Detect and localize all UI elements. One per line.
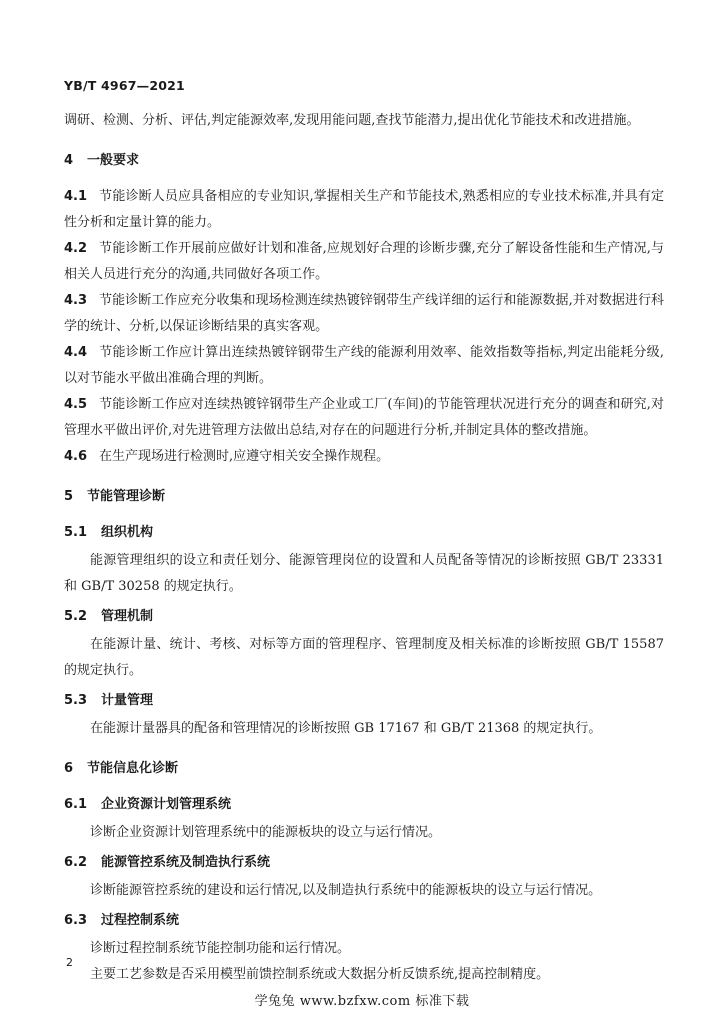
subsection-6-3-text-2: 主要工艺参数是否采用模型前馈控制系统或大数据分析反馈系统,提高控制精度。 [90, 967, 550, 982]
subsection-5-3-text: 在能源计量器具的配备和管理情况的诊断按照 GB 17167 和 GB/T 21368 的规定执行。 [90, 721, 602, 736]
clause-text: 节能诊断人员应具备相应的专业知识,掌握相关生产和节能技术,熟悉相应的专业技术标准,并具有定性分析和定量计算的能力。 [64, 189, 664, 230]
clause-4-6 [64, 444, 664, 470]
clause-number: 4.5 [64, 397, 88, 412]
subsection-6-3-text-1: 诊断过程控制系统节能控制功能和运行情况。 [90, 941, 351, 956]
subsection-number: 5.2 [64, 609, 88, 624]
subsection-title: 能源管控系统及制造执行系统 [101, 855, 271, 870]
section-title: 节能信息化诊断 [87, 761, 179, 776]
clause-text: 在生产现场进行检测时,应遵守相关安全操作规程。 [99, 449, 390, 464]
subsection-5-1-text: 能源管理组织的设立和责任划分、能源管理岗位的设置和人员配备等情况的诊断按照 GB/T 23331 和 GB/T 30258 的规定执行。 [64, 553, 664, 594]
section-title: 一般要求 [87, 153, 140, 168]
clause-4-1 [64, 184, 664, 236]
clause-text: 节能诊断工作开展前应做好计划和准备,应规划好合理的诊断步骤,充分了解设备性能和生产情况,与相关人员进行充分的沟通,共同做好各项工作。 [64, 241, 664, 282]
subsection-number: 6.1 [64, 797, 88, 812]
clause-number: 4.4 [64, 345, 88, 360]
intro-paragraph: 调研、检测、分析、评估,判定能源效率,发现用能问题,查找节能潜力,提出优化节能技术和改进措施。 [64, 113, 640, 128]
standard-code: YB/T 4967—2021 [64, 78, 185, 93]
subsection-number: 6.2 [64, 855, 88, 870]
section-6-heading [64, 756, 664, 782]
section-4-heading [64, 148, 664, 174]
subsection-6-1-heading [64, 792, 664, 818]
section-title: 节能管理诊断 [87, 489, 166, 504]
subsection-title: 计量管理 [101, 693, 154, 708]
subsection-6-1-text: 诊断企业资源计划管理系统中的能源板块的设立与运行情况。 [90, 825, 442, 840]
clause-number: 4.3 [64, 293, 88, 308]
subsection-5-2-heading [64, 604, 664, 630]
subsection-6-2-heading [64, 850, 664, 876]
clause-4-4 [64, 340, 664, 392]
clause-4-2 [64, 236, 664, 288]
page-number: 2 [66, 956, 73, 969]
document-body [64, 108, 664, 988]
section-number: 6 [64, 761, 74, 776]
clause-text: 节能诊断工作应充分收集和现场检测连续热镀锌钢带生产线详细的运行和能源数据,并对数据进行科学的统计、分析,以保证诊断结果的真实客观。 [64, 293, 664, 334]
subsection-title: 过程控制系统 [101, 913, 180, 928]
subsection-6-2-text: 诊断能源管控系统的建设和运行情况,以及制造执行系统中的能源板块的设立与运行情况。 [90, 883, 602, 898]
clause-text: 节能诊断工作应计算出连续热镀锌钢带生产线的能源利用效率、能效指数等指标,判定出能耗分级,以对节能水平做出准确合理的判断。 [64, 345, 664, 386]
subsection-title: 组织机构 [101, 525, 154, 540]
subsection-title: 企业资源计划管理系统 [101, 797, 232, 812]
section-number: 4 [64, 153, 74, 168]
section-number: 5 [64, 489, 74, 504]
subsection-number: 6.3 [64, 913, 88, 928]
clause-text: 节能诊断工作应对连续热镀锌钢带生产企业或工厂(车间)的节能管理状况进行充分的调查和研究,对管理水平做出评价,对先进管理方法做出总结,对存在的问题进行分析,并制定具体的整改措施。 [64, 397, 664, 438]
subsection-6-3-heading [64, 908, 664, 934]
clause-4-3 [64, 288, 664, 340]
subsection-5-2-text: 在能源计量、统计、考核、对标等方面的管理程序、管理制度及相关标准的诊断按照 GB/T 15587 的规定执行。 [64, 637, 664, 678]
clause-4-5 [64, 392, 664, 444]
section-5-heading [64, 484, 664, 510]
footer-watermark: 学兔兔 www.bzfxw.com 标准下载 [254, 994, 470, 1009]
clause-number: 4.2 [64, 241, 88, 256]
subsection-number: 5.1 [64, 525, 88, 540]
clause-number: 4.6 [64, 449, 88, 464]
subsection-5-3-heading [64, 688, 664, 714]
subsection-5-1-heading [64, 520, 664, 546]
subsection-number: 5.3 [64, 693, 88, 708]
clause-number: 4.1 [64, 189, 88, 204]
subsection-title: 管理机制 [101, 609, 154, 624]
